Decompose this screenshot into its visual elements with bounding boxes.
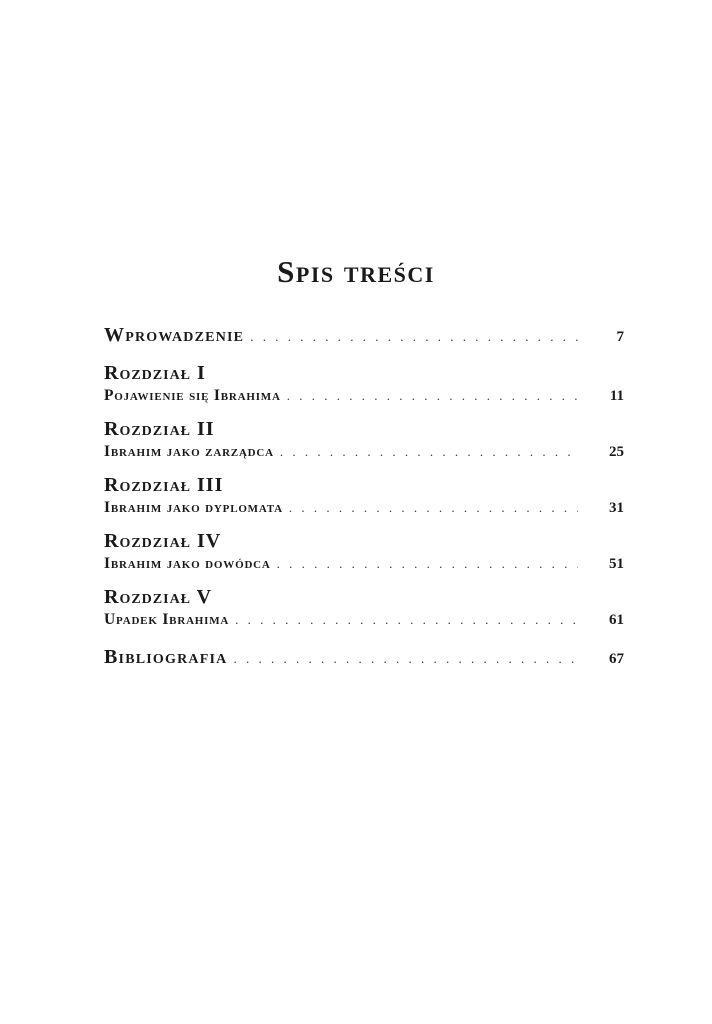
dot-leader bbox=[289, 500, 578, 516]
chapter-heading: Rozdział II bbox=[104, 418, 215, 440]
toc-entry-intro bbox=[104, 324, 624, 350]
dot-leader bbox=[277, 556, 578, 572]
chapter-subtitle: Ibrahim jako zarządca bbox=[104, 443, 274, 460]
toc-page-number: 11 bbox=[609, 388, 624, 404]
chapter-subtitle: Ibrahim jako dowódca bbox=[104, 555, 271, 572]
chapter-heading: Rozdział I bbox=[104, 362, 206, 384]
chapter-subtitle: Ibrahim jako dyplomata bbox=[104, 499, 283, 516]
chapter-heading: Rozdział IV bbox=[104, 530, 222, 552]
dot-leader bbox=[250, 329, 578, 345]
toc-page-number: 31 bbox=[609, 500, 624, 516]
dot-leader bbox=[233, 651, 578, 667]
toc-page-number: 25 bbox=[609, 444, 624, 460]
toc-entry-chapter-1 bbox=[104, 362, 624, 409]
toc-entry-chapter-4 bbox=[104, 530, 624, 577]
dot-leader bbox=[280, 444, 578, 460]
chapter-heading: Rozdział III bbox=[104, 474, 224, 496]
toc-page-number: 7 bbox=[616, 329, 624, 345]
toc-entry-bibliography bbox=[104, 646, 624, 672]
toc-entry-chapter-2 bbox=[104, 418, 624, 465]
toc-entry-label: Bibliografia bbox=[104, 646, 228, 668]
chapter-heading: Rozdział V bbox=[104, 586, 213, 608]
dot-leader bbox=[287, 388, 578, 404]
toc-page-number: 51 bbox=[609, 556, 624, 572]
toc-entry-label: Wprowadzenie bbox=[104, 324, 245, 346]
toc-entry-chapter-3 bbox=[104, 474, 624, 521]
toc-page-number: 67 bbox=[609, 651, 624, 667]
chapter-subtitle: Pojawienie się Ibrahima bbox=[104, 387, 281, 404]
toc-title: Spis treści bbox=[277, 254, 435, 289]
dot-leader bbox=[235, 612, 578, 628]
toc-entry-chapter-5 bbox=[104, 586, 624, 633]
chapter-subtitle: Upadek Ibrahima bbox=[104, 611, 230, 628]
toc-page-number: 61 bbox=[609, 612, 624, 628]
